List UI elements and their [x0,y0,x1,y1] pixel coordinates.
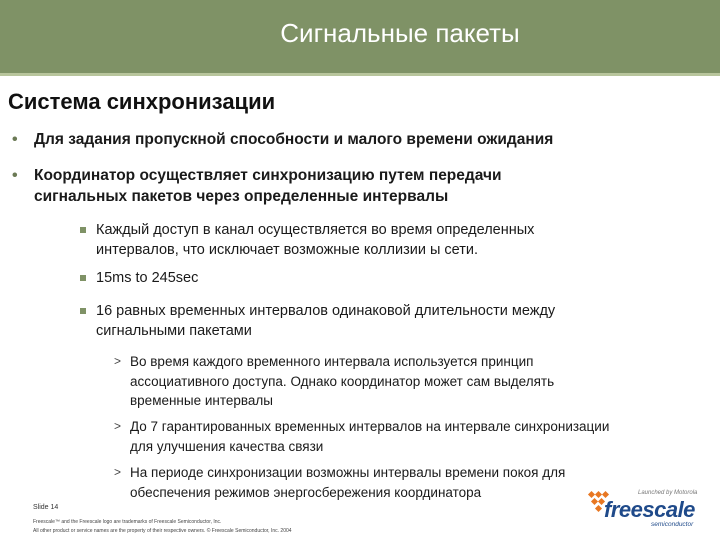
detail-text: временные интервалы [130,393,274,408]
header-bar [0,0,720,73]
detail-text: ассоциативного доступа. Однако координатор может сам выделять [130,373,555,389]
sub-bullet-text: сигнальными пакетами [96,322,252,339]
launched-by-text: Launched by Motorola [638,490,698,496]
chevron-right-icon: > [114,354,122,368]
section-heading: Система синхронизации [8,89,276,114]
footer-trademark: Freescale™ and the Freescale logo are trademarks of Freescale Semiconductor, Inc. [33,519,222,525]
sub-bullet-text: 16 равных временных интервалов одинаковой длительности между [96,303,556,319]
square-bullet-icon [80,275,86,281]
chevron-right-icon: > [114,419,122,433]
square-bullet-icon [80,308,86,314]
footer-copyright: All other product or service names are the property of their respective owners. © Freescale Semiconductor, Inc. 2004 [33,528,292,534]
sub-bullet-text: Каждый доступ в канал осуществляется во время определенных [96,222,535,238]
header-divider [0,73,720,76]
chevron-right-icon: > [114,465,122,479]
sub-bullet-text: интервалов, что исключает возможные коллизии ы сети. [96,241,479,258]
bullet-dot-icon: • [12,167,18,184]
detail-text: для улучшения качества связи [130,438,324,454]
slide-number: Slide 14 [33,504,59,511]
detail-text: Во время каждого временного интервала используется принцип [130,354,534,369]
bullet-text: Координатор осуществляет синхронизацию путем передачи [34,167,502,184]
detail-text: На периоде синхронизации возможны интервалы времени покоя для [130,465,566,480]
freescale-logo: freescale [604,497,695,522]
sub-bullet-text: 15ms to 245sec [96,270,199,286]
detail-text: До 7 гарантированных временных интервалов на интервале синхронизации [130,419,610,434]
square-bullet-icon [80,227,86,233]
bullet-text: Для задания пропускной способности и малого времени ожидания [34,131,554,148]
bullet-dot-icon: • [12,131,18,148]
slide-title: Сигнальные пакеты [280,18,520,48]
bullet-text: сигнальных пакетов через определенные интервалы [34,188,449,205]
logo-subtitle: semiconductor [651,521,694,528]
detail-text: обеспечения режимов энергосбережения координатора [130,484,482,500]
